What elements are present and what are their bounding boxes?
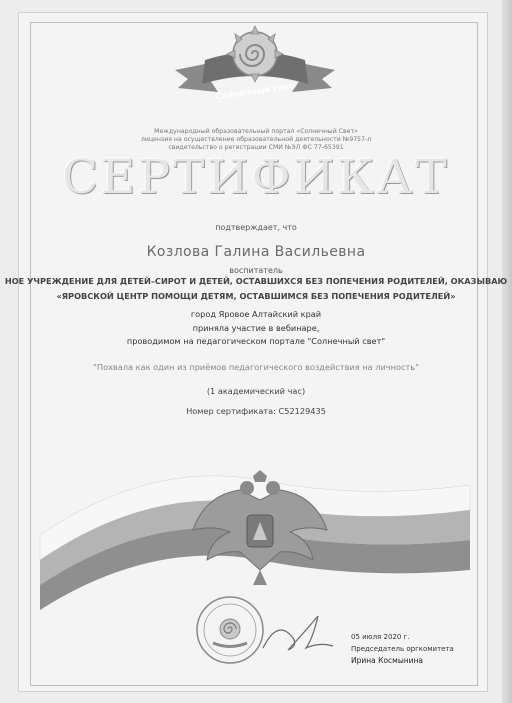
- academic-hours: (1 академический час): [206, 386, 306, 396]
- sun-spiral-emblem-icon: [170, 22, 340, 112]
- org-info-line: лицензия на осуществление образовательной деятельности №9757-л: [140, 136, 372, 143]
- webinar-topic: "Похвала как один из приёмов педагогического воздействия на личность": [93, 362, 419, 372]
- org-info-line: свидетельство о регистрации СМИ №ЭЛ ФС 77-65391: [168, 144, 344, 151]
- certificate-number: Номер сертификата: С52129435: [186, 406, 326, 416]
- recipient-name: Козлова Галина Васильевна: [146, 244, 366, 260]
- participation-text: приняла участие в вебинаре,: [192, 323, 320, 333]
- organization-line-2: «ЯРОВСКОЙ ЦЕНТР ПОМОЩИ ДЕТЯМ, ОСТАВШИМСЯ БЕЗ ПОПЕЧЕНИЯ РОДИТЕЛЕЙ»: [56, 291, 456, 301]
- issue-date: 05 июля 2020 г.: [351, 633, 410, 641]
- round-seal-stamp: [195, 595, 265, 665]
- coat-of-arms-icon: [185, 470, 335, 590]
- chairman-title: Председатель оргкомитета: [351, 645, 454, 653]
- confirms-text: подтверждает, что: [215, 223, 297, 232]
- logo-text: Солнечный свет: [214, 81, 295, 103]
- city-text: город Яровое Алтайский край: [190, 309, 322, 319]
- chairman-name: Ирина Космынина: [351, 656, 424, 665]
- certificate-title: СЕРТИФИКАТ: [62, 150, 450, 205]
- org-info-line: Международный образовательный портал «Солнечный Свет»: [154, 128, 358, 135]
- signature-block: [351, 631, 454, 667]
- portal-text: проводимом на педагогическом портале "Солнечный свет": [126, 336, 386, 346]
- recipient-position: воспитатель: [229, 266, 283, 275]
- handwritten-signature: [258, 608, 338, 656]
- organization-line-1: НОЕ УЧРЕЖДЕНИЕ ДЛЯ ДЕТЕЙ–СИРОТ И ДЕТЕЙ, ОСТАВШИХСЯ БЕЗ ПОПЕЧЕНИЯ РОДИТЕЛЕЙ, ОКАЗЫВАЮ: [4, 276, 508, 286]
